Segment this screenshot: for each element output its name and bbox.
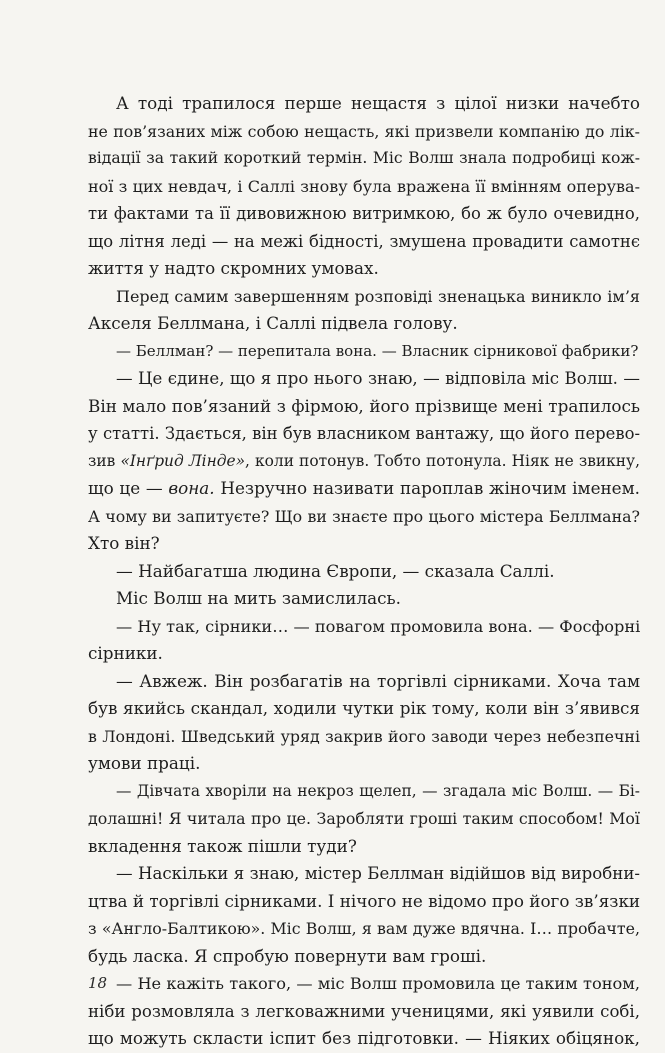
text-line: сірники. xyxy=(88,643,163,663)
text-line: життя у надто скромних умовах. xyxy=(88,258,379,278)
text-line: в Лондоні. Шведський уряд закрив його заводи через небезпечні xyxy=(88,726,640,746)
text-line: — Ну так, сірники… — повагом промовила вона. — Фосфорні xyxy=(116,616,640,636)
text-line: — Беллман? — перепитала вона. — Власник сірникової фабрики? xyxy=(116,341,639,360)
page-number: 18 xyxy=(88,974,108,992)
text-line: долашні! Я читала про це. Заробляти гроші таким способом! Мої xyxy=(88,809,640,828)
text-line: ної з цих невдач, і Саллі знову була вражена її вмінням оперува- xyxy=(88,176,640,196)
text-line: що можуть скласти іспит без підготовки. — Ніяких обіцянок, xyxy=(88,1028,640,1048)
text-line: цтва й торгівлі сірниками. І нічого не відомо про його зв’язки xyxy=(88,890,640,911)
text-line: вкладення також пішли туди? xyxy=(88,835,357,856)
text-line: Він мало пов’язаний з фірмою, його прізвище мені трапилось xyxy=(88,395,640,416)
text-line: що це — вона. Незручно називати пароплав жіночим іменем. xyxy=(88,478,640,498)
text-line: — Не кажіть такого, — міс Волш промовила це таким тоном, xyxy=(116,974,640,993)
text-line: — Це єдине, що я про нього знаю, — відповіла міс Волш. — xyxy=(116,369,640,388)
text-line: — Дівчата хворіли на некроз щелеп, — згадала міс Волш. — Бі- xyxy=(116,781,640,800)
text-line: Хто він? xyxy=(88,533,160,553)
text-line: А чому ви запитуєте? Що ви знаєте про цього містера Беллмана? xyxy=(88,506,640,526)
body-text xyxy=(88,90,640,1053)
text-line: Перед самим завершенням розповіді зненацька виникло ім’я xyxy=(116,286,640,306)
text-line: Акселя Беллмана, і Саллі підвела голову. xyxy=(88,313,458,333)
text-line: будь ласка. Я спробую повернути вам гроші. xyxy=(88,945,487,966)
text-line: умови праці. xyxy=(88,753,201,773)
text-line: А тоді трапилося перше нещастя з цілої низки начебто xyxy=(116,93,640,113)
text-line: не пов’язаних між собою нещасть, які призвели компанію до лік- xyxy=(88,121,640,141)
text-line: — Найбагатша людина Європи, — сказала Саллі. xyxy=(116,560,555,581)
text-line: відації за такий короткий термін. Міс Волш знала подробиці кож- xyxy=(88,149,640,167)
text-line: зив «Інґрид Лінде», коли потонув. Тобто потонула. Ніяк не звикну, xyxy=(88,451,640,470)
text-line: — Наскільки я знаю, містер Беллман відійшов від виробни- xyxy=(116,864,640,883)
text-line: з «Англо-Балтикою». Міс Волш, я вам дуже вдячна. І… пробачте, xyxy=(88,919,640,938)
text-line: що літня леді — на межі бідності, змушена провадити самотнє xyxy=(88,231,640,251)
text-line: ти фактами та її дивовижною витримкою, бо ж було очевидно, xyxy=(88,204,640,223)
text-line: — Авжеж. Він розбагатів на торгівлі сірниками. Хоча там xyxy=(116,670,640,691)
text-line: був якийсь скандал, ходили чутки рік тому, коли він з’явився xyxy=(88,698,640,718)
text-line: у статті. Здається, він був власником вантажу, що його перево- xyxy=(88,424,640,443)
text-line: Міс Волш на мить замислилась. xyxy=(116,588,402,608)
text-line: ніби розмовляла з легковажними ученицями, які уявили собі, xyxy=(88,1001,640,1021)
